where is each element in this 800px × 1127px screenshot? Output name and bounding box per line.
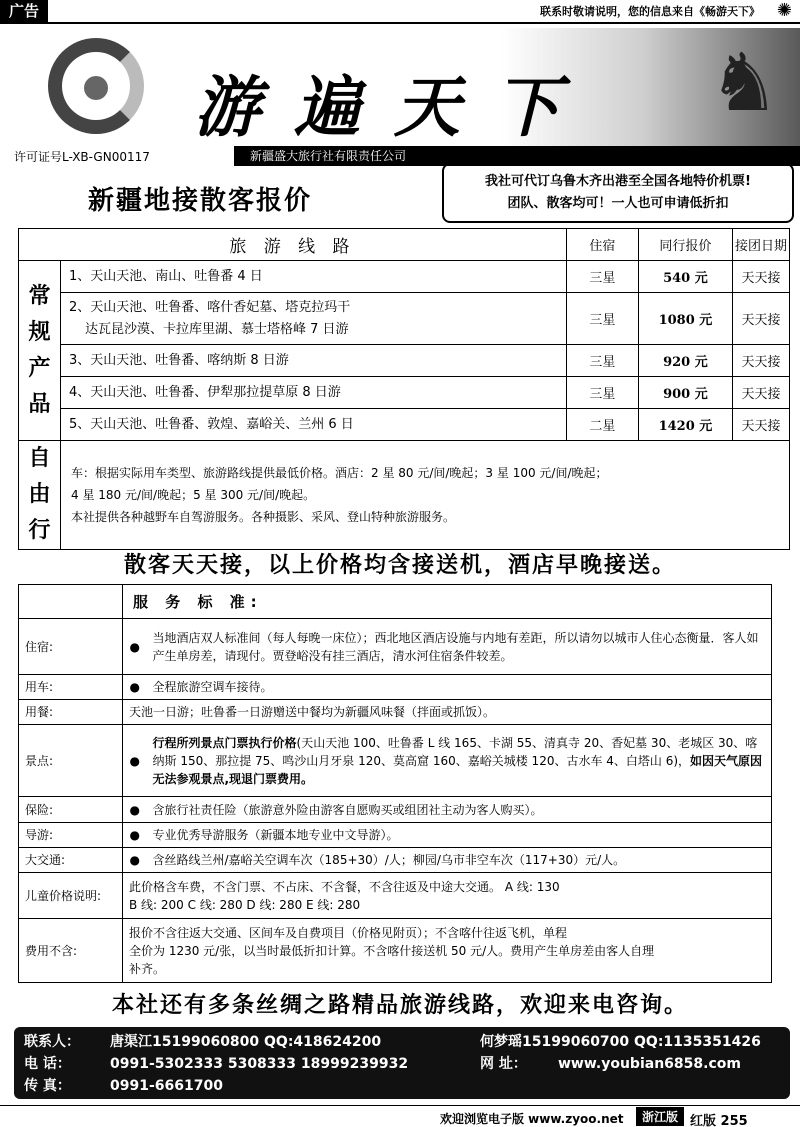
bullet-icon: ● [123,823,147,848]
route-hotel: 三星 [566,293,638,345]
service-label: 大交通: [19,848,123,873]
top-note: 联系时敬请说明，您的信息来自《畅游天下》 [540,5,760,18]
service-text: 行程所列景点门票执行价格(天山天池 100、吐鲁番 L 线 165、卡湖 55、清真寺 20、香妃墓 30、老城区 30、喀纳斯 150、那拉提 75、鸣沙山月牙泉 120、莫高窟 160、嘉峪关城楼 120、古水车 4、白塔山 6)，如因天气原因无法参观景点,现退门票费用。 [147,725,772,797]
table-row [19,919,772,983]
horse-icon: ♞ [708,36,780,129]
ad-tag: 广告 [0,0,48,22]
route-date: 天天接 [732,345,789,377]
edition-badge: 浙江版 [636,1107,684,1126]
route-price: 540 元 [638,261,732,293]
service-text: 报价不含往返大交通、区间车及自费项目（价格见附页）；不含喀什往返飞机，单程 全价为 1230 元/张，以当时最低折扣计算。不含喀什接送机 50 元/人。费用产生单房差由客人自理 补齐。 [123,919,772,983]
service-label: 景点: [19,725,123,797]
notice-line-1: 我社可代订乌鲁木齐出港至全国各地特价机票! [485,174,751,189]
bullet-icon: ● [123,675,147,700]
service-text: 含丝路线兰州/嘉峪关空调车次（185+30）/人；柳园/乌市非空车次（117+30）元/人。 [147,848,772,873]
company-name: 新疆盛大旅行社有限责任公司 [234,146,800,166]
self-drive-row [19,441,790,550]
slogan-more-routes: 本社还有多条丝绸之路精品旅游线路，欢迎来电咨询。 [111,993,688,1018]
brand-title: 游遍天下 [194,68,594,146]
route-price: 900 元 [638,377,732,409]
license-number: 许可证号L-XB-GN00117 [14,150,150,164]
logo-center [84,76,108,100]
table-row [19,377,790,409]
contact-fax-row: 传 真： 0991-6661700 [24,1075,780,1097]
table-row [19,619,772,675]
table-row [19,700,772,725]
page-title: 新疆地接散客报价 [88,186,313,216]
table-row [19,848,772,873]
bullet-icon: ● [123,619,147,675]
table-row [19,261,790,293]
contact-person-2: 何梦瑶15199060700 QQ:1135351426 [480,1034,761,1050]
route-date: 天天接 [732,261,789,293]
contact-person-row: 联系人： 唐渠江15199060800 QQ:418624200 何梦瑶15199060700 QQ:1135351426 [24,1031,780,1053]
bullet-icon: ● [123,725,147,797]
route-price-table [18,228,790,550]
table-row [19,293,790,345]
route-date: 天天接 [732,409,789,441]
service-text: 含旅行社责任险（旅游意外险由游客自愿购买或组团社主动为客人购买）。 [147,797,772,823]
gear-icon: ✺ [776,0,792,21]
table-row [19,823,772,848]
route-date: 天天接 [732,377,789,409]
table-row [19,675,772,700]
service-header-row [19,585,772,619]
service-label: 住宿: [19,619,123,675]
self-drive-label: 自由行 [19,441,61,550]
route-name: 4、天山天池、吐鲁番、伊犁那拉提草原 8 日游 [61,377,567,409]
route-price: 1080 元 [638,293,732,345]
page-number: 红版 255 [690,1114,748,1127]
route-name: 2、天山天池、吐鲁番、喀什香妃墓、塔克拉玛干 达瓦昆沙漠、卡拉库里湖、慕士塔格峰 7 日游 [61,293,567,345]
route-hotel: 三星 [566,261,638,293]
contact-phones: 0991-5302333 5308333 18999239932 [110,1056,409,1072]
contact-panel [14,1027,790,1099]
service-label: 用车: [19,675,123,700]
route-name: 5、天山天池、吐鲁番、敦煌、嘉峪关、兰州 6 日 [61,409,567,441]
notice-line-2: 团队、散客均可！一人也可申请低折扣 [507,196,729,211]
website-link[interactable]: www.youbian6858.com [558,1056,741,1072]
route-price: 920 元 [638,345,732,377]
header-route: 旅 游 线 路 [19,229,567,261]
table-header-row [19,229,790,261]
contact-phone-row: 电 话： 0991-5302333 5308333 18999239932 网 址： www.youbian6858.com [24,1053,780,1075]
route-name: 3、天山天池、吐鲁番、喀纳斯 8 日游 [61,345,567,377]
contact-fax: 0991-6661700 [110,1078,223,1094]
service-text: 全程旅游空调车接待。 [147,675,772,700]
service-label: 用餐: [19,700,123,725]
header-price: 同行报价 [638,229,732,261]
banner [14,28,800,146]
table-row [19,873,772,919]
service-label: 儿童价格说明: [19,873,123,919]
route-hotel: 三星 [566,377,638,409]
service-text: 天池一日游；吐鲁番一日游赠送中餐均为新疆风味餐（拌面或抓饭）。 [123,700,772,725]
route-price: 1420 元 [638,409,732,441]
table-row [19,797,772,823]
route-hotel: 二星 [566,409,638,441]
header-hotel: 住宿 [566,229,638,261]
contact-person-1: 唐渠江15199060800 QQ:418624200 [110,1034,382,1050]
table-row [19,409,790,441]
service-label: 导游: [19,823,123,848]
bullet-icon: ● [123,797,147,823]
footer-site[interactable]: 欢迎浏览电子版 www.zyoo.net [440,1112,624,1126]
self-drive-text: 车：根据实际用车类型、旅游路线提供最低价格。酒店：2 星 80 元/间/晚起；3 星 100 元/间/晚起； 4 星 180 元/间/晚起；5 星 300 元/间/晚起。 本社提供各种越野车自驾游服务。各种摄影、采风、登山特种旅游服务。 [61,441,790,550]
bullet-icon: ● [123,848,147,873]
header-date: 接团日期 [732,229,789,261]
route-hotel: 三星 [566,345,638,377]
service-text: 专业优秀导游服务（新疆本地专业中文导游）。 [147,823,772,848]
table-row [19,725,772,797]
service-text: 当地酒店双人标准间（每人每晚一床位）；西北地区酒店设施与内地有差距，所以请勿以城市人住心态衡量．客人如产生单房差，请现付。贾登峪没有挂三酒店，清水河住宿条件较差。 [147,619,772,675]
ticket-notice [442,163,794,223]
regular-products-label: 常规产品 [19,261,61,441]
route-date: 天天接 [732,293,789,345]
service-label: 保险: [19,797,123,823]
top-divider [0,22,800,24]
table-row [19,345,790,377]
route-name: 1、天山天池、南山、吐鲁番 4 日 [61,261,567,293]
service-label: 费用不含: [19,919,123,983]
service-standard-table [18,584,772,983]
page-footer [0,1105,800,1127]
slogan-pickup: 散客天天接，以上价格均含接送机，酒店早晚接送。 [123,553,676,578]
service-text: 此价格含车费，不含门票、不占床、不含餐，不含往返及中途大交通。 A 线: 130 B 线: 200 C 线: 280 D 线: 280 E 线: 280 [123,873,772,919]
service-header: 服 务 标 准: [123,585,772,619]
